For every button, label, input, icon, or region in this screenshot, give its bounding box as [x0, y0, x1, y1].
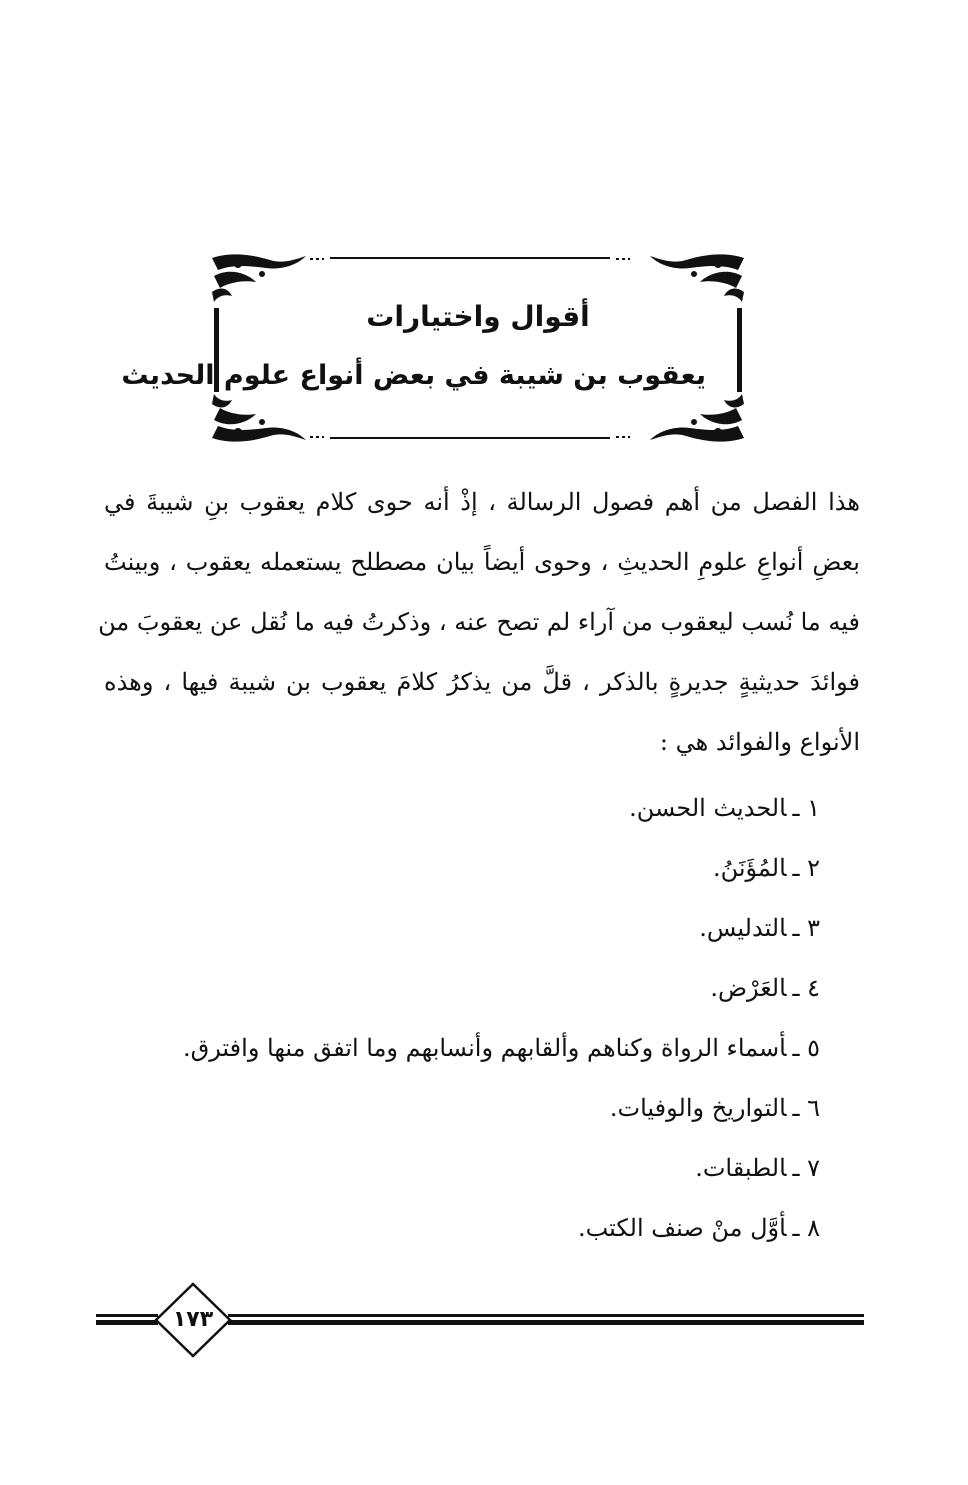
- paragraph-line: فوائدَ حديثيةٍ جديرةٍ بالذكر ، قلَّ من يذكرُ كلامَ يعقوب بن شيبة فيها ، وهذه: [104, 668, 860, 696]
- list-item: [699, 908, 820, 948]
- list-number: ٥ ـ: [792, 1034, 820, 1062]
- list-text: الطبقات.: [695, 1154, 787, 1182]
- list-item: [578, 1208, 820, 1248]
- ornamental-frame-icon: [121, 252, 746, 444]
- list-text: الحديث الحسن.: [629, 794, 787, 822]
- list-number: ٨ ـ: [792, 1214, 820, 1242]
- list-text: أوَّل منْ صنف الكتب.: [577, 1214, 787, 1242]
- page-footer: [96, 1280, 864, 1360]
- paragraph-line: هذا الفصل من أهم فصول الرسالة ، إذْ أنه حوى كلام يعقوب بنِ شيبةَ في: [104, 488, 860, 516]
- paragraph-line: فيه ما نُسب ليعقوب من آراء لم تصح عنه ، وذكرتُ فيه ما نُقل عن يعقوبَ من: [98, 608, 860, 636]
- list-number: ٣ ـ: [792, 914, 820, 942]
- list-text: العَرْض.: [710, 974, 787, 1002]
- list-number: ٧ ـ: [792, 1154, 820, 1182]
- list-item: [610, 1088, 820, 1128]
- list-text: التواريخ والوفيات.: [609, 1094, 787, 1122]
- list-item: [695, 1148, 820, 1188]
- list-text: التدليس.: [699, 914, 787, 942]
- list-text: المُؤَنَنُ.: [712, 854, 787, 882]
- list-number: ٤ ـ: [792, 974, 820, 1002]
- list-number: ٢ ـ: [792, 854, 820, 882]
- list-item: [713, 848, 820, 888]
- list-number: ١ ـ: [792, 794, 820, 822]
- chapter-subtitle: يعقوب بن شيبة في بعض أنواع علوم الحديث: [121, 360, 706, 391]
- list-item: [710, 968, 820, 1008]
- list-number: ٦ ـ: [792, 1094, 820, 1122]
- list-text: أسماء الرواة وكناهم وألقابهم وأنسابهم وما اتفق منها وافترق.: [182, 1034, 787, 1062]
- page-number: ١٧٣: [172, 1307, 214, 1332]
- paragraph-line: الأنواع والفوائد هي :: [659, 728, 860, 756]
- list-item: [183, 1028, 820, 1068]
- title-frame: [121, 252, 746, 444]
- chapter-title: أقوال واختيارات: [366, 300, 590, 333]
- paragraph-line: بعضِ أنواعِ علومِ الحديثِ ، وحوى أيضاً بيان مصطلح يستعمله يعقوب ، وبينتُ: [104, 548, 860, 576]
- list-item: [629, 788, 820, 828]
